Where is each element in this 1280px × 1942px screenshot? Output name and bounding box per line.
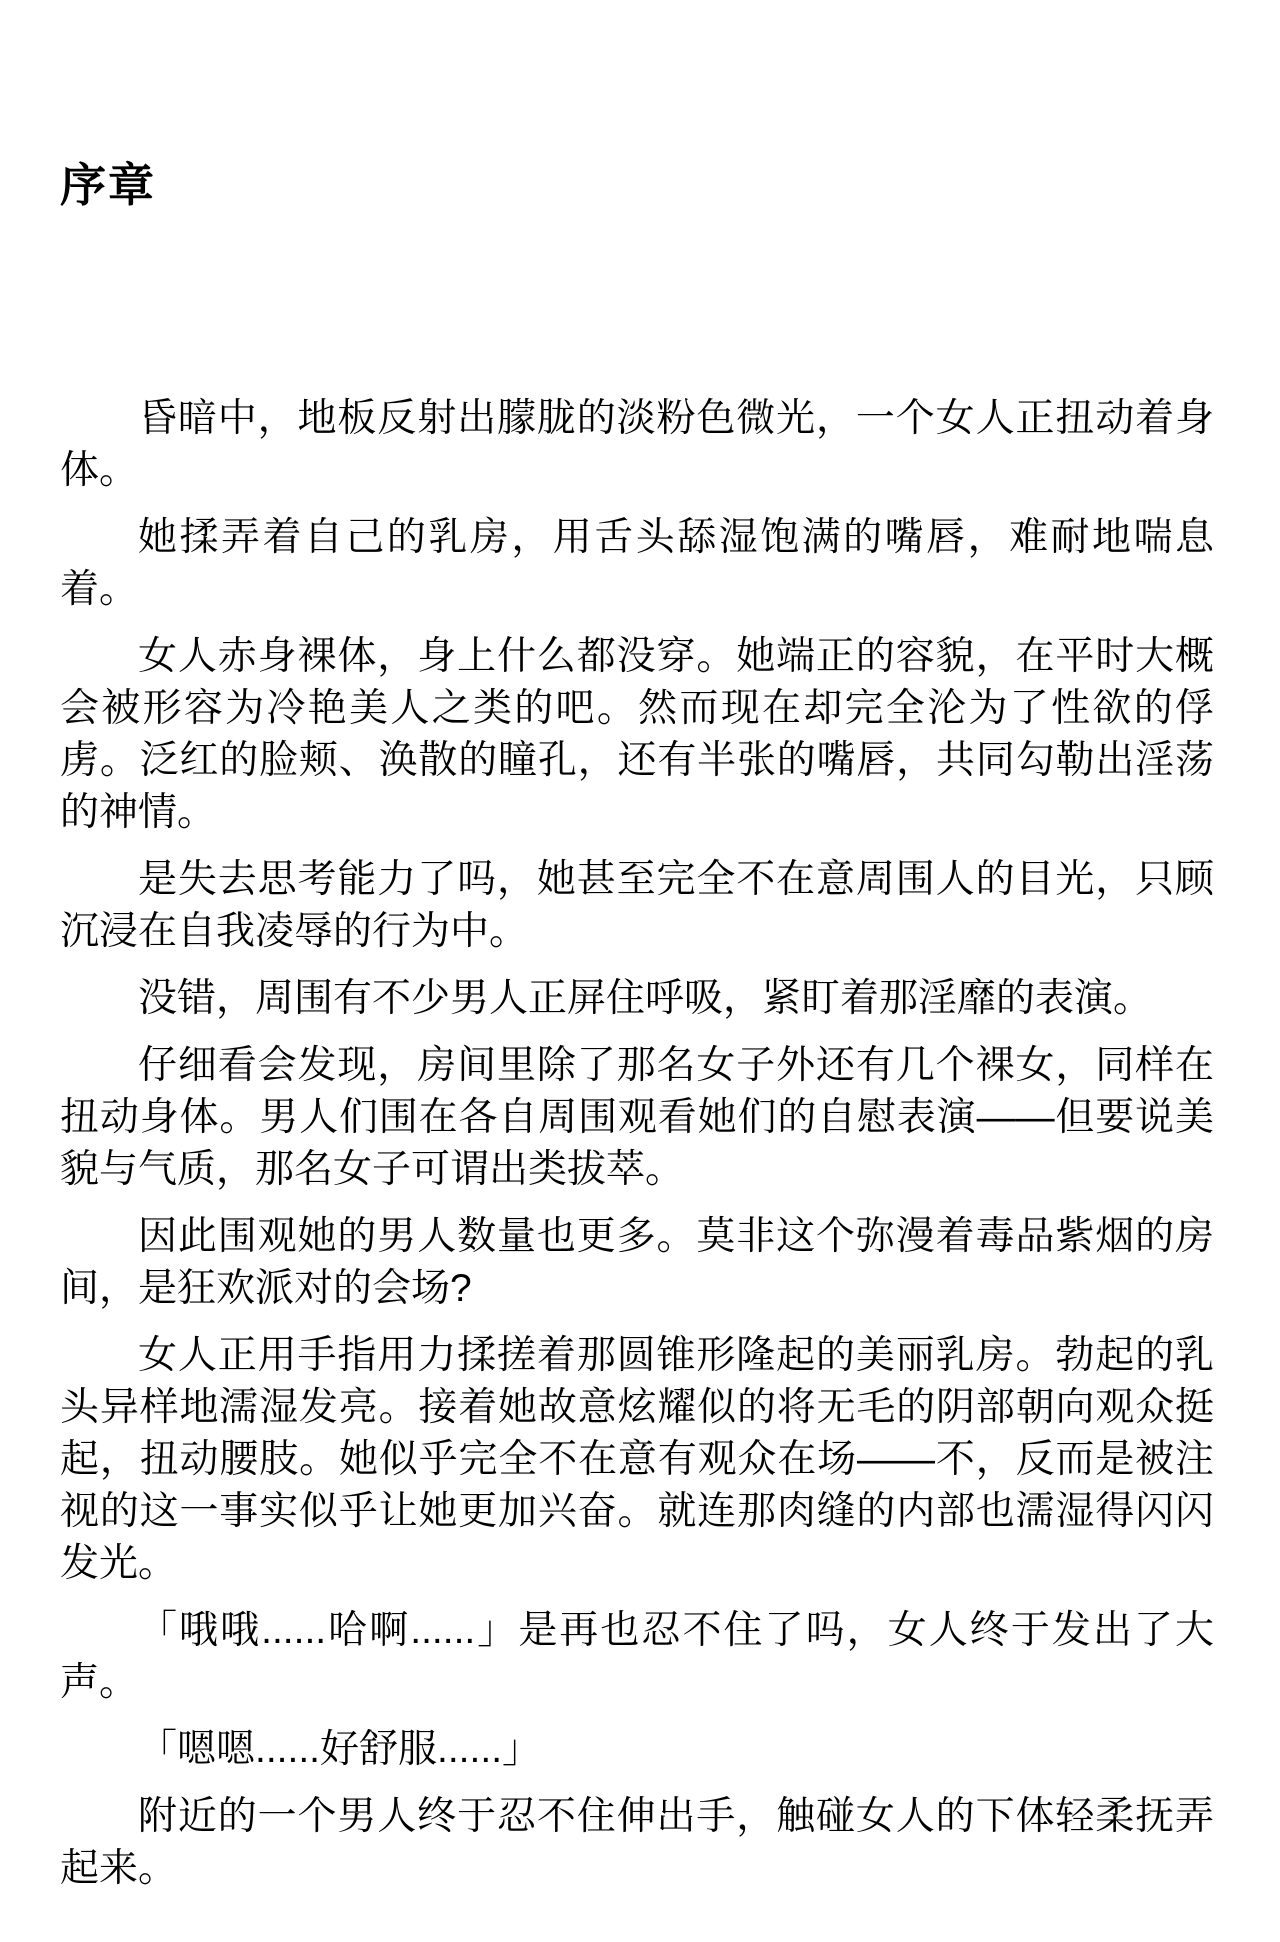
paragraph: 她揉弄着自己的乳房，用舌头舔湿饱满的嘴唇，难耐地喘息着。 <box>60 515 1214 611</box>
paragraph: 昏暗中，地板反射出朦胧的淡粉色微光，一个女人正扭动着身体。 <box>60 396 1214 492</box>
paragraph: 没错，周围有不少男人正屏住呼吸，紧盯着那淫靡的表演。 <box>138 976 1153 1020</box>
body-text <box>60 393 1214 1895</box>
paragraph: 附近的一个男人终于忍不住伸出手，触碰女人的下体轻柔抚弄起来。 <box>60 1794 1214 1890</box>
paragraph: 是失去思考能力了吗，她甚至完全不在意周围人的目光，只顾沉浸在自我凌辱的行为中。 <box>60 857 1214 953</box>
paragraph: 仔细看会发现，房间里除了那名女子外还有几个裸女，同样在扭动身体。男人们围在各自周围观看她们的自慰表演——但要说美貌与气质，那名女子可谓出类拔萃。 <box>60 1043 1214 1191</box>
paragraph: 女人赤身裸体，身上什么都没穿。她端正的容貌，在平时大概会被形容为冷艳美人之类的吧。然而现在却完全沦为了性欲的俘虏。泛红的脸颊、涣散的瞳孔，还有半张的嘴唇，共同勾勒出淫荡的神情。 <box>60 634 1214 834</box>
paragraph: 「哦哦......哈啊......」是再也忍不住了吗，女人终于发出了大声。 <box>60 1608 1214 1704</box>
paragraph: 女人正用手指用力揉搓着那圆锥形隆起的美丽乳房。勃起的乳头异样地濡湿发亮。接着她故意炫耀似的将无毛的阴部朝向观众挺起，扭动腰肢。她似乎完全不在意有观众在场——不，反而是被注视的这一事实似乎让她更加兴奋。就连那肉缝的内部也濡湿得闪闪发光。 <box>60 1333 1214 1585</box>
paragraph: 「嗯嗯......好舒服......」 <box>138 1727 542 1771</box>
chapter-title: 序章 <box>60 159 156 211</box>
paragraph: 因此围观她的男人数量也更多。莫非这个弥漫着毒品紫烟的房间，是狂欢派对的会场? <box>60 1214 1214 1310</box>
